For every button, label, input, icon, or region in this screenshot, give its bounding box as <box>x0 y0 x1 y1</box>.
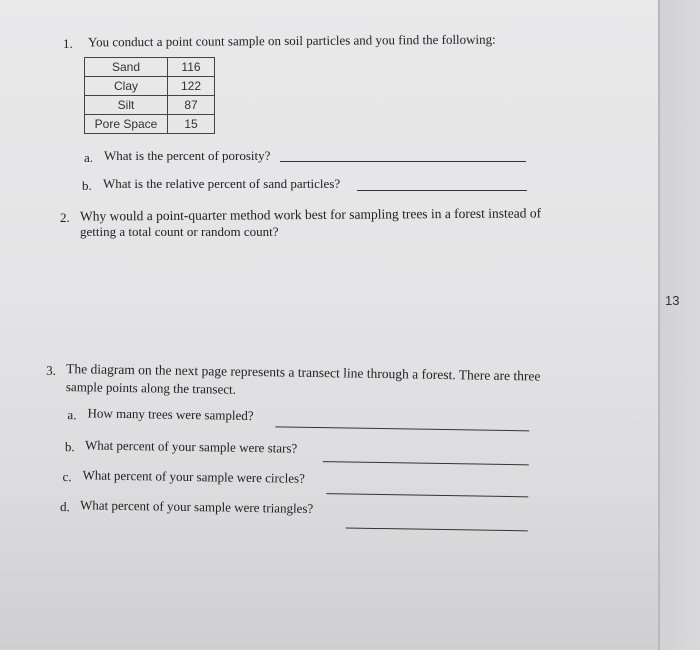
table-row <box>85 58 215 77</box>
q2-number: 2. <box>60 210 70 225</box>
q3-line2: sample points along the transect. <box>65 379 237 397</box>
q3d-text: What percent of your sample were triangles? <box>79 497 314 516</box>
row-label: Sand <box>85 58 168 77</box>
q3b-letter: b. <box>64 439 75 455</box>
page-number: 13 <box>665 293 680 308</box>
q3c-answer-line[interactable] <box>326 493 528 497</box>
q3-number: 3. <box>46 362 57 378</box>
q1b-text: What is the relative percent of sand particles? <box>103 176 341 191</box>
row-value: 87 <box>168 96 215 115</box>
q3a-answer-line[interactable] <box>275 426 529 431</box>
table-row <box>85 77 215 96</box>
q3a-letter: a. <box>67 407 77 423</box>
row-label: Clay <box>85 77 168 96</box>
q1b-letter: b. <box>82 178 92 193</box>
soil-sample-table <box>84 57 215 134</box>
q3b-answer-line[interactable] <box>323 461 529 465</box>
q3-line1: The diagram on the next page represents a transect line through a forest. There are three <box>66 361 541 384</box>
q1-text: You conduct a point count sample on soil particles and you find the following: <box>87 31 496 50</box>
q1a-answer-line[interactable] <box>280 161 526 162</box>
row-value: 116 <box>168 58 215 77</box>
row-label: Silt <box>85 96 168 115</box>
q3b-text: What percent of your sample were stars? <box>84 437 298 456</box>
q3a-text: How many trees were sampled? <box>87 405 254 424</box>
q1b-answer-line[interactable] <box>357 190 527 191</box>
q3c-text: What percent of your sample were circles? <box>82 467 305 486</box>
q1a-text: What is the percent of porosity? <box>104 148 271 163</box>
q3d-letter: d. <box>59 499 70 515</box>
q1-number: 1. <box>63 36 73 51</box>
table-row <box>85 96 215 115</box>
q1a-letter: a. <box>84 150 94 165</box>
row-label: Pore Space <box>85 115 168 134</box>
table-row <box>85 115 215 134</box>
q2-line2: getting a total count or random count? <box>80 224 279 239</box>
q3c-letter: c. <box>62 469 72 485</box>
row-value: 122 <box>168 77 215 96</box>
row-value: 15 <box>168 115 215 134</box>
q2-line1: Why would a point-quarter method work best for sampling trees in a forest instead of <box>79 205 542 224</box>
q3d-answer-line[interactable] <box>346 527 528 531</box>
